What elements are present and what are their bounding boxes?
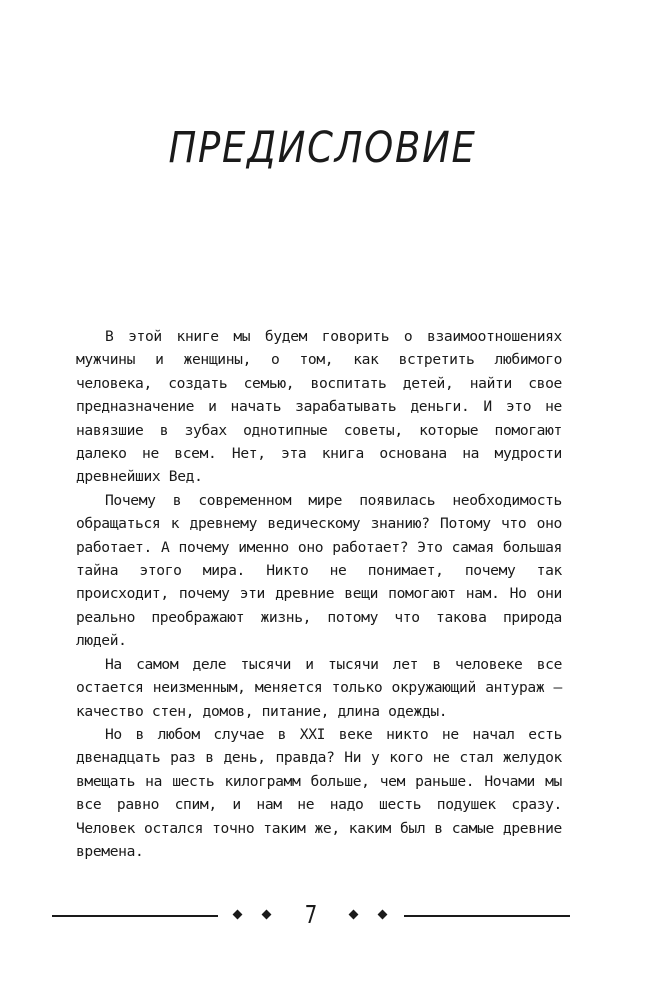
paragraph-1: В этой книге мы будем говорить о взаимоотношениях мужчины и женщины, о том, как встретить любимого человека, создать семью, воспитать детей, найти свое предназначение и начать зарабатывать деньги. И это не навязшие в зубах однотипные советы, которые помогают далеко не всем. Нет, эта книга основана на мудрости древнейших Вед.: [76, 328, 562, 486]
paragraph-2: Почему в современном мире появилась необходимость обращаться к древнему ведическому знанию? Потому что оно работает. А почему именно оно работает? Это самая большая тайна этого мира. Никто не понимает, почему так происходит, почему эти древние вещи помогают нам. Но они реально преображают жизнь, потому что такова природа людей.: [76, 491, 562, 650]
paragraph-3: На самом деле тысячи и тысячи лет в человеке все остается неизменным, меняется только окружающий антураж – качество стен, домов, питание, длина одежды.: [76, 655, 562, 720]
page-number: 7: [304, 900, 318, 929]
chapter-title: ПРЕДИСЛОВИЕ: [168, 123, 477, 173]
body-text: [76, 325, 562, 863]
page-footer: [52, 895, 570, 935]
paragraph-4: Но в любом случае в XXI веке никто не начал есть двенадцать раз в день, правда? Ни у кого не стал желудок вмещать на шесть килограмм больше, чем раньше. Ночами мы все равно спим, и нам не надо шесть подушек сразу. Человек остался точно таким же, каким был в самые древние времена.: [76, 725, 562, 860]
footer-rule-right: [404, 915, 570, 917]
